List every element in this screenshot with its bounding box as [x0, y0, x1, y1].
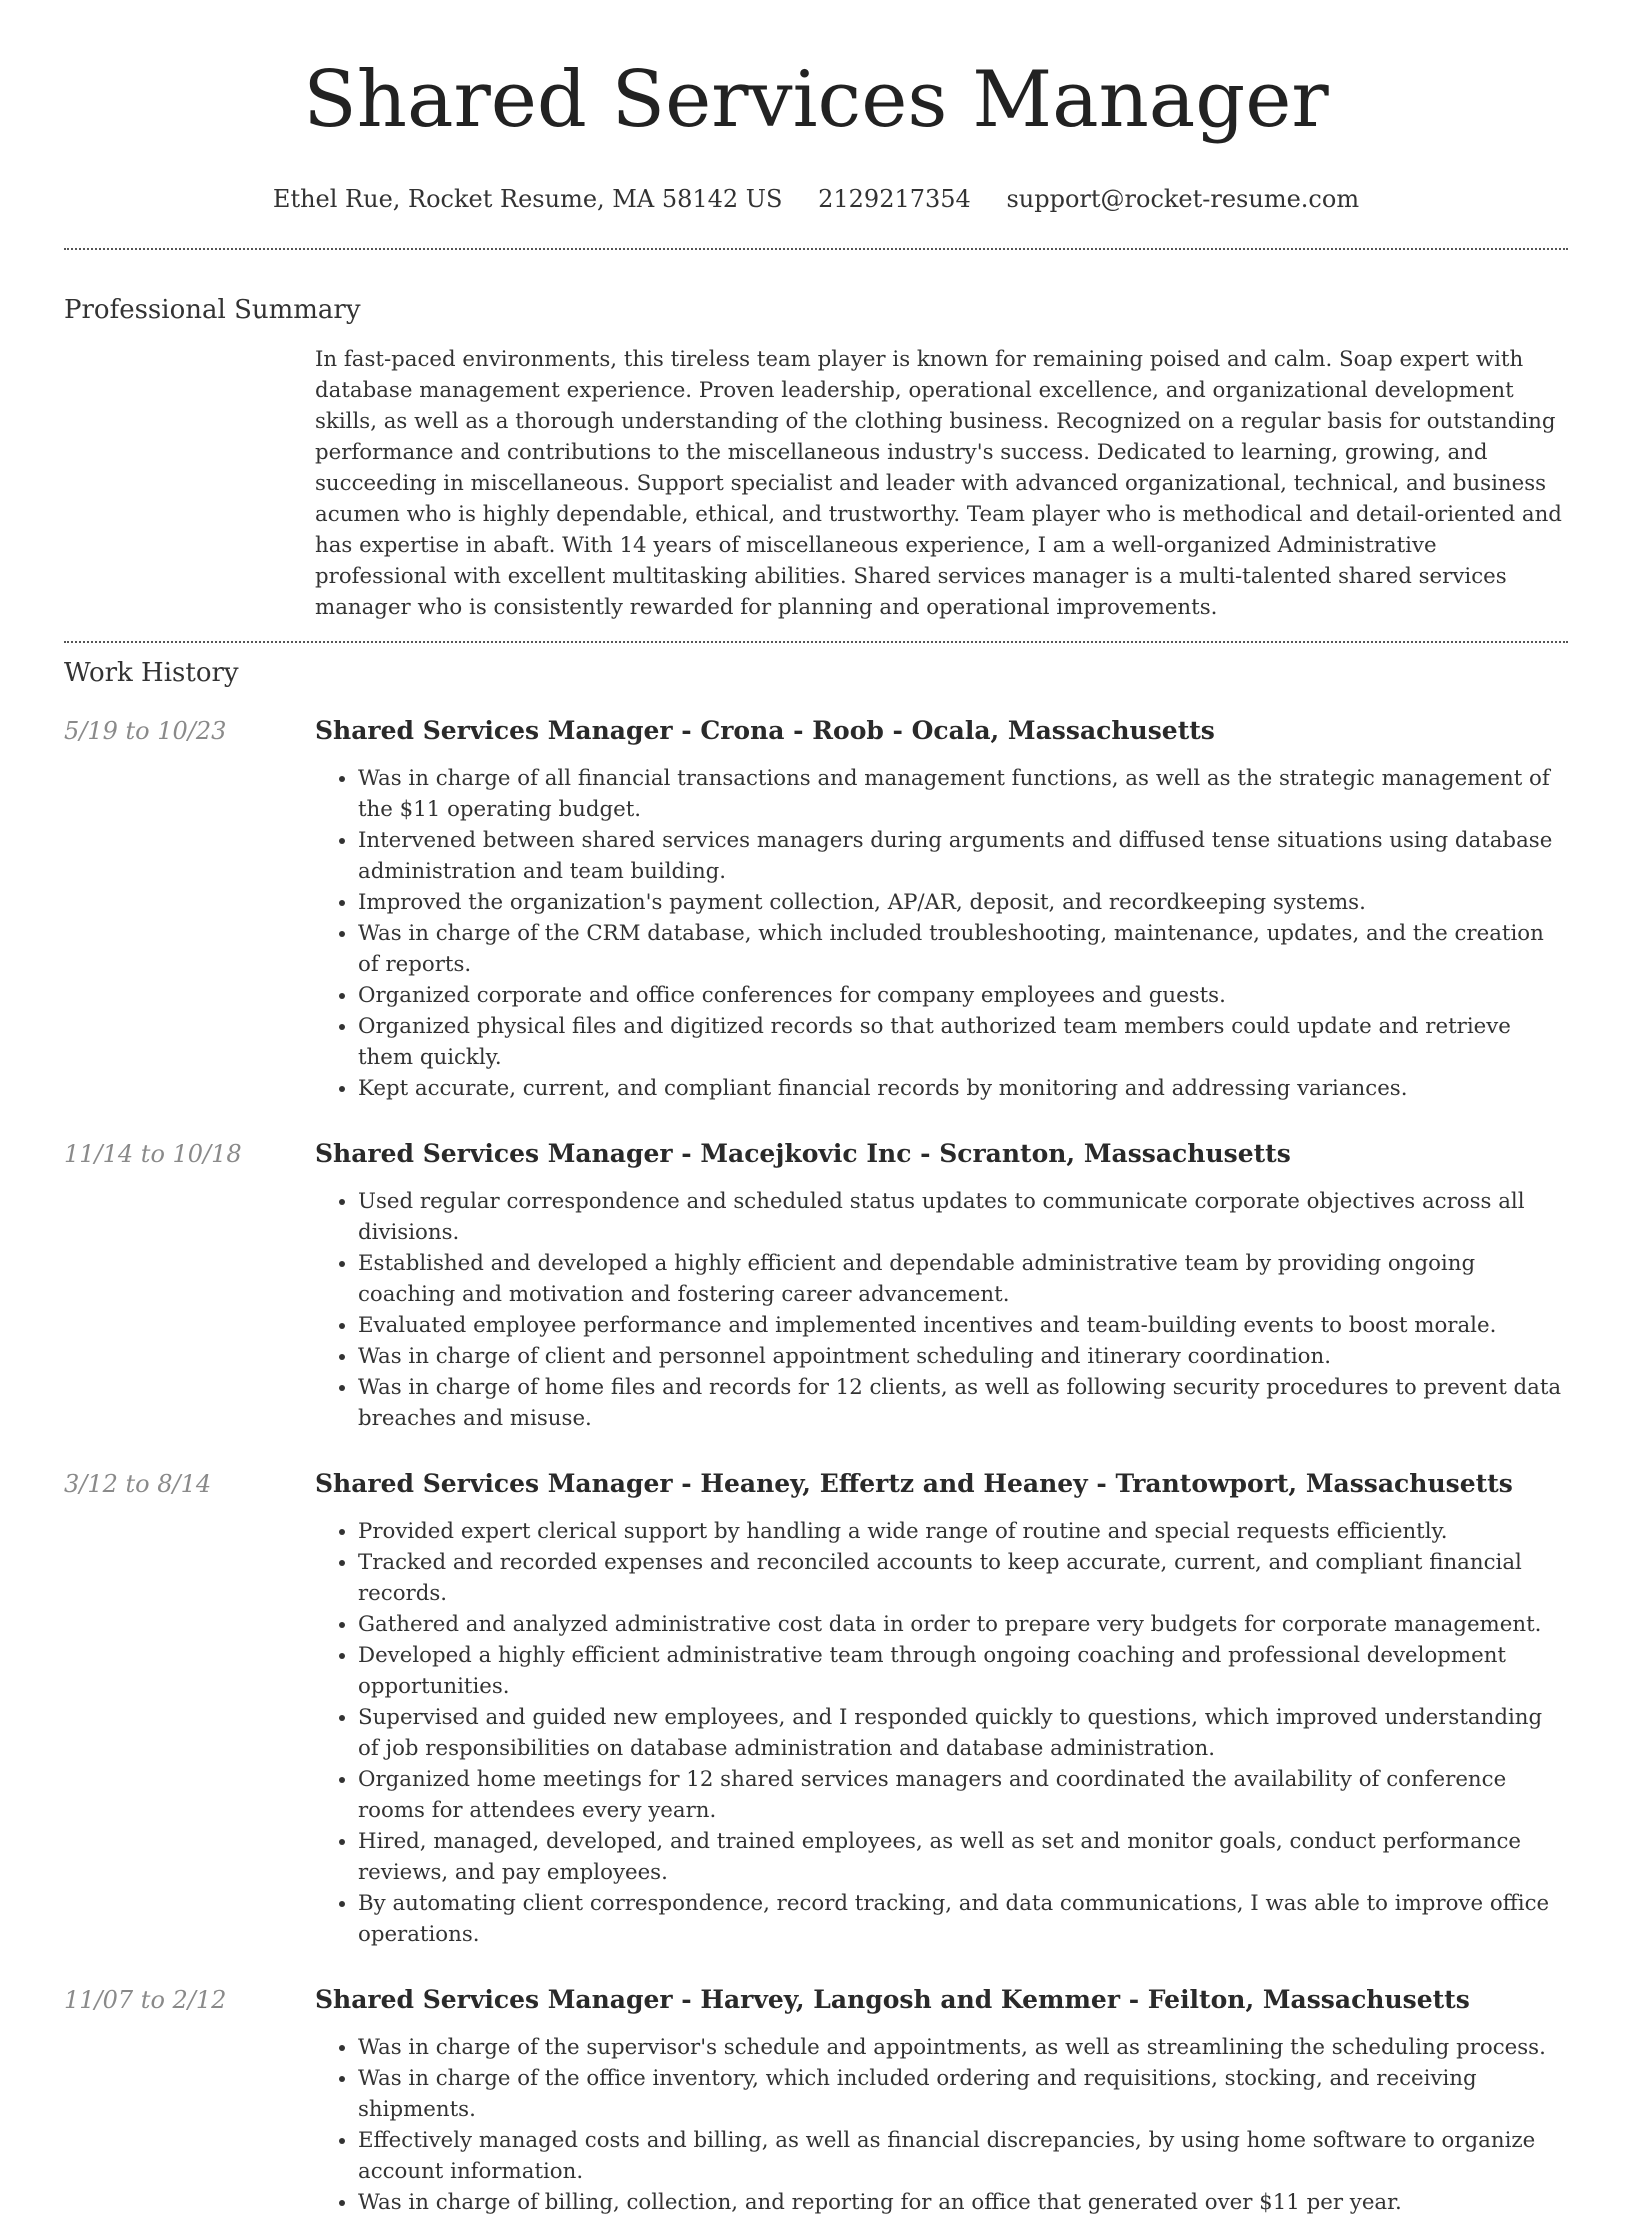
job-bullet: • Provided expert clerical support by handling a wide range of routine and special requests efficiently. — [358, 1516, 1568, 1547]
job-bullet: • Evaluated employee performance and implemented incentives and team-building events to boost morale. — [358, 1310, 1568, 1341]
job-bullet: • Organized corporate and office conferences for company employees and guests. — [358, 980, 1568, 1011]
job-dates: 11/07 to 2/12 — [64, 1986, 227, 2014]
job-title: Shared Services Manager - Crona - Roob - Ocala, Massachusetts — [315, 716, 1215, 745]
job-bullet: • Supervised and guided new employees, and I responded quickly to questions, which improved understanding of job responsibilities on database administration and database administration. — [358, 1702, 1568, 1764]
job-dates: 3/12 to 8/14 — [64, 1470, 212, 1498]
job-dates: 5/19 to 10/23 — [64, 717, 227, 745]
job-bullet: • Was in charge of the office inventory, which included ordering and requisitions, stocking, and receiving shipments. — [358, 2063, 1568, 2125]
job-bullet: • Used regular correspondence and scheduled status updates to communicate corporate objectives across all divisions. — [358, 1186, 1568, 1248]
job-bullet: • Developed a highly efficient administrative team through ongoing coaching and professional development opportunities. — [358, 1640, 1568, 1702]
contact-address: Ethel Rue, Rocket Resume, MA 58142 US — [272, 185, 783, 213]
work-history-heading: Work History — [64, 658, 239, 688]
job-bullet-list — [315, 2032, 1568, 2218]
work-history-list — [64, 715, 1568, 2218]
job-bullet-list — [315, 1186, 1568, 1434]
job-bullet: • Was in charge of home files and records for 12 clients, as well as following security procedures to prevent data breaches and misuse. — [358, 1372, 1568, 1434]
job-entry — [64, 715, 1568, 1104]
job-bullet: • Effectively managed costs and billing, as well as financial discrepancies, by using home software to organize account information. — [358, 2125, 1568, 2187]
job-entry — [64, 1138, 1568, 1434]
job-body — [315, 1468, 1568, 1950]
job-bullet: • Was in charge of the CRM database, which included troubleshooting, maintenance, updates, and the creation of reports. — [358, 918, 1568, 980]
job-bullet: • By automating client correspondence, record tracking, and data communications, I was able to improve office operations. — [358, 1888, 1568, 1950]
job-bullet: • Tracked and recorded expenses and reconciled accounts to keep accurate, current, and compliant financial records. — [358, 1547, 1568, 1609]
contact-phone: 2129217354 — [818, 185, 971, 213]
job-dates: 11/14 to 10/18 — [64, 1140, 242, 1168]
summary-heading: Professional Summary — [64, 295, 361, 325]
job-entry — [64, 1984, 1568, 2218]
job-bullet: • Was in charge of all financial transactions and management functions, as well as the strategic management of the $11 operating budget. — [358, 763, 1568, 825]
job-entry — [64, 1468, 1568, 1950]
job-body — [315, 715, 1568, 1104]
job-bullet: • Was in charge of client and personnel appointment scheduling and itinerary coordination. — [358, 1341, 1568, 1372]
summary-text: In fast-paced environments, this tireless team player is known for remaining poised and calm. Soap expert with database management experience. Proven leadership, operational excellence, and organizational development skills, as well as a thorough understanding of the clothing business. Recognized on a regular basis for outstanding performance and contributions to the miscellaneous industry's success. Dedicated to learning, growing, and succeeding in miscellaneous. Support specialist and leader with advanced organizational, technical, and business acumen who is highly dependable, ethical, and trustworthy. Team player who is methodical and detail-oriented and has expertise in abaft. With 14 years of miscellaneous experience, I am a well-organized Administrative professional with excellent multitasking abilities. Shared services manager is a multi-talented shared services manager who is consistently rewarded for planning and operational improvements. — [315, 347, 1562, 620]
divider — [64, 641, 1568, 643]
job-bullet: • Intervened between shared services managers during arguments and diffused tense situations using database administration and team building. — [358, 825, 1568, 887]
job-bullet: • Gathered and analyzed administrative cost data in order to prepare very budgets for corporate management. — [358, 1609, 1568, 1640]
job-title: Shared Services Manager - Macejkovic Inc - Scranton, Massachusetts — [315, 1139, 1291, 1168]
resume-page — [64, 0, 1568, 2218]
job-title: Shared Services Manager - Harvey, Langosh and Kemmer - Feilton, Massachusetts — [315, 1985, 1470, 2014]
job-bullet: • Improved the organization's payment collection, AP/AR, deposit, and recordkeeping systems. — [358, 887, 1568, 918]
job-bullet: • Kept accurate, current, and compliant financial records by monitoring and addressing variances. — [358, 1073, 1568, 1104]
resume-title: Shared Services Manager — [303, 55, 1329, 145]
job-bullet: • Hired, managed, developed, and trained employees, as well as set and monitor goals, conduct performance reviews, and pay employees. — [358, 1826, 1568, 1888]
job-body — [315, 1984, 1568, 2218]
job-bullet: • Was in charge of billing, collection, and reporting for an office that generated over $11 per year. — [358, 2187, 1568, 2218]
job-bullet-list — [315, 763, 1568, 1104]
job-body — [315, 1138, 1568, 1434]
job-bullet: • Organized home meetings for 12 shared services managers and coordinated the availability of conference rooms for attendees every yearn. — [358, 1764, 1568, 1826]
contact-line — [64, 184, 1568, 214]
contact-email: support@rocket-resume.com — [1006, 185, 1360, 213]
job-title: Shared Services Manager - Heaney, Effertz and Heaney - Trantowport, Massachusetts — [315, 1469, 1513, 1498]
job-bullet-list — [315, 1516, 1568, 1950]
job-bullet: • Was in charge of the supervisor's schedule and appointments, as well as streamlining the scheduling process. — [358, 2032, 1568, 2063]
divider — [64, 248, 1568, 250]
job-bullet: • Organized physical files and digitized records so that authorized team members could update and retrieve them quickly. — [358, 1011, 1568, 1073]
job-bullet: • Established and developed a highly efficient and dependable administrative team by providing ongoing coaching and motivation and fostering career advancement. — [358, 1248, 1568, 1310]
